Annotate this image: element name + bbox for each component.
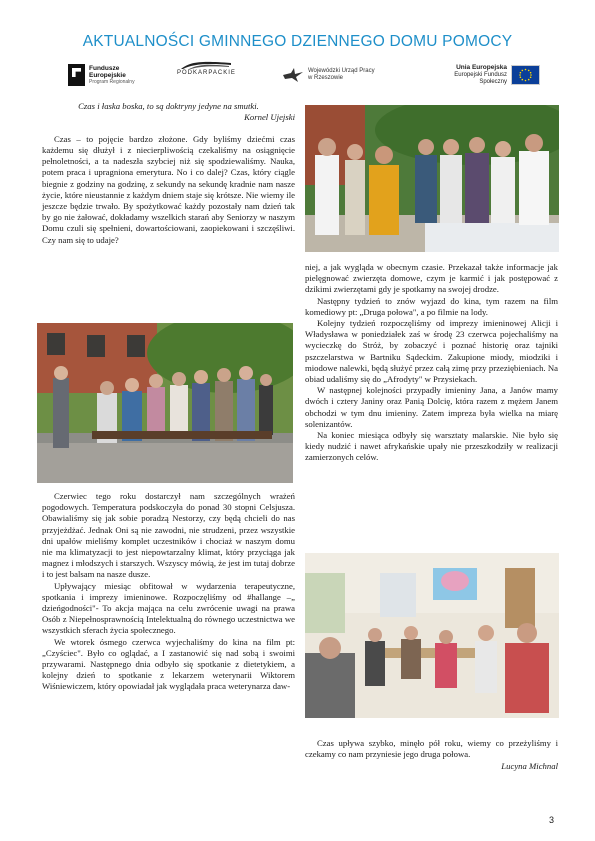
ue-line2: Europejski Fundusz Społeczny xyxy=(454,72,507,85)
page-title: AKTUALNOŚCI GMINNEGO DZIENNEGO DOMU POMOCY xyxy=(82,33,513,50)
bird-icon xyxy=(282,67,304,83)
fundusze-europejskie-logo xyxy=(68,60,135,90)
intro-quote-text: Czas i łaska boska, to są doktryny jedyne na smutki. xyxy=(78,101,259,111)
fe-logo-line3: Program Regionalny xyxy=(89,78,135,85)
intro-section xyxy=(42,101,295,246)
right-column xyxy=(305,262,558,464)
article-paragraph: We wtorek ósmego czerwca wyjechaliśmy do kina na film pt: „Czyściec". Było co oglądać, a I zastanowić się nad sobą i swoimi przywarami. Następnego dnia odbyło się spotkanie z dietetykiem, a kolejny dzień to spotkanie z lekarzem weterynarii Wiktorem Wiśniewiczem, który opowiadał jak wyglądała praca weterynarza daw- xyxy=(42,636,295,692)
fe-logo-line1: Fundusze xyxy=(89,64,120,72)
left-column-continued xyxy=(42,491,295,693)
photo-seniors-on-bench xyxy=(37,323,293,483)
podkarpackie-label: PODKARPACKIE xyxy=(177,70,236,76)
fe-logo-icon xyxy=(68,64,85,86)
article-paragraph: W następnej kolejności przypadły imieniny Jana, a Janów mamy dwóch i cztery Janiny oraz Panią Dolcię, która razem z mężem Janem obchodzi w tym dnu imieniny. Zatem impreza była wielka na miarę solenizantów. xyxy=(305,385,558,429)
intro-quote xyxy=(42,101,295,124)
podkarpackie-wave-icon xyxy=(179,60,233,70)
intro-quote-author: Kornel Ujejski xyxy=(244,112,295,123)
sponsor-logos-bar xyxy=(60,60,540,92)
fe-logo-line2: Europejskie xyxy=(89,71,126,79)
wup-line1: Wojewódzki Urząd Pracy xyxy=(308,68,375,74)
article-paragraph: niej, a jak wygląda w obecnym czasie. Przekazał także informacje jak pielęgnować zwierzęta domowe, czym je karmić i jak postępować z dzikimi zwierzętami gdy je spotkamy na swojej drodze. xyxy=(305,262,558,295)
closing-quote-text: Czas upływa szybko, minęło pół roku, wiemy co przeżyliśmy i czekamy co nam przyniesie jego druga połowa. xyxy=(305,738,558,760)
page-number: 3 xyxy=(548,815,554,825)
article-paragraph: Czerwiec tego roku dostarczył nam szczególnych wrażeń pogodowych. Temperatura podskoczyła do ponad 30 stopni Celsjusza. Obawialiśmy się jak sobie poradzą Nestorzy, czy będą chcieli do nas przyjeżdżać. Jednak Oni są nie zawodni, nie strudzeni, przez wszystkie dni upałów mieliśmy komplet uczestników i chociaż w naszym domu nie ma klimatyzacji to jest niepowtarzalny klimat, który przyciąga jak magnez i młodszych i starszych. Wszyscy mówią, że jest im tutaj dobrze i to jest balsam na nasze dusze. xyxy=(42,491,295,580)
article-paragraph: Czas – to pojęcie bardzo złożone. Gdy byliśmy dziećmi czas każdemu się dłużył i z niecierpliwością czekaliśmy na osiągnięcie pełnoletności, a ta nadeszła szybciej niż się spodziewaliśmy. Nauka, potem praca i upragniona emerytura. No i co dalej? Czas, który ciągle biegnie z godziny na godzinę, z sekundy na sekundę kradnie nam nasze życie, które nieustannie z każdym dniem staje się krótsze. Nie wiemy ile jeszcze będzie trwało. By spożytkować każdy pozostały nam dzień tak by go nie żałować, dokładamy wszelkich starań aby Seniorzy w naszym Domu czuli się spełnieni, dowartościowani, zaopiekowani i szczęśliwi. Czy nam się to udaje? xyxy=(42,133,295,245)
article-paragraph: Na koniec miesiąca odbyły się warsztaty malarskie. Nie było się kiedy nudzić i nawet afrykańskie upały nie przeszkodziły w realizacji zamierzonych celów. xyxy=(305,430,558,463)
eu-flag-icon xyxy=(511,65,540,85)
article-paragraph: Następny tydzień to znów wyjazd do kina, tym razem na film komediowy pt: „Druga połowa", a po filmie na lody. xyxy=(305,295,558,317)
photo-name-day-party xyxy=(305,105,559,252)
closing-quote-author: Lucyna Michnal xyxy=(501,760,558,771)
ue-line1: Unia Europejska xyxy=(456,64,507,71)
unia-europejska-logo xyxy=(426,60,540,90)
wup-line2: w Rzeszowie xyxy=(308,75,344,81)
photo-painting-workshop xyxy=(305,553,559,718)
podkarpackie-logo xyxy=(177,60,236,90)
article-paragraph: Kolejny tydzień rozpoczęliśmy od imprezy imieninowej Alicji i Władysława w poniedziałek zaś w środę 23 czerwca pojechaliśmy na wycieczkę do Stróż, by zobaczyć i poznać historię oraz tajniki pszczelarstwa w Bartniku Sądeckim. Zakupione miody, miodziki i miodowe nalewki, będą służyć przez całą zimę przy przeziębieniach. Na obiad udaliśmy się do „Afrodyty" w Przysiekach. xyxy=(305,318,558,385)
article-paragraph: Upływający miesiąc obfitował w wydarzenia terapeutyczne, spotkania i imprezy imieninowe. Rozpoczęliśmy od #hallange –„ dzieńgodności"- To akcja mająca na celu zwrócenie uwagi na prawa Osób z Niepełnosprawnością Intelektualną do równego uczestnictwa we wszystkich sferach życia społecznego. xyxy=(42,580,295,636)
closing-section xyxy=(305,738,558,772)
wup-rzeszow-logo xyxy=(282,60,375,90)
